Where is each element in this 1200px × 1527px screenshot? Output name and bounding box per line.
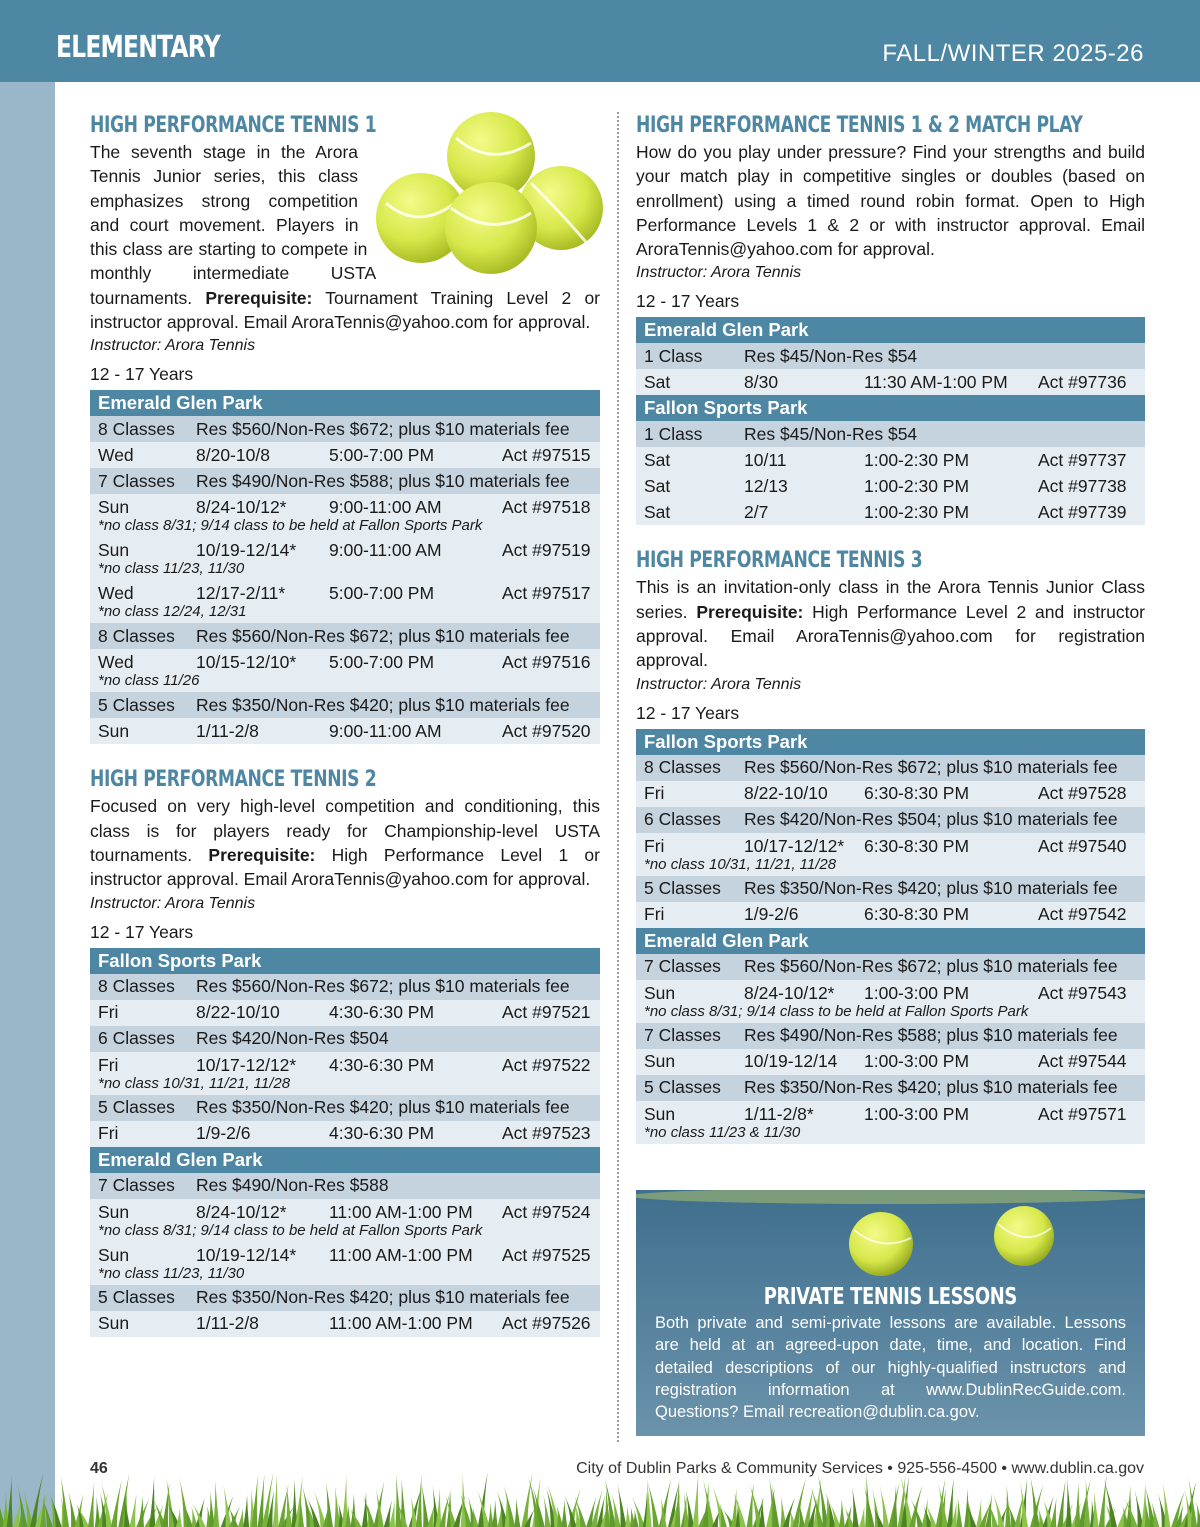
session-dates: 8/22-10/10 [736, 781, 856, 807]
hpt1-instructor: Instructor: Arora Tennis [90, 337, 256, 355]
grass-blade [88, 1483, 94, 1527]
activity-number: Act #97526 [494, 1311, 600, 1337]
fee-text: Res $490/Non-Res $588; plus $10 materials fee [188, 468, 600, 494]
price-row [90, 692, 600, 718]
session-row [636, 833, 1145, 857]
match-play-title: HIGH PERFORMANCE TENNIS 1 & 2 MATCH PLAY [636, 113, 1083, 138]
grass-blade [891, 1484, 897, 1527]
activity-number: Act #97521 [494, 1000, 600, 1026]
right-column [636, 112, 1145, 1144]
session-note-row [636, 1125, 1145, 1144]
session-note-row [90, 561, 600, 580]
price-row [636, 343, 1145, 369]
session-day: Sun [90, 1242, 188, 1266]
left-column [90, 112, 600, 1337]
session-time: 1:00-3:00 PM [856, 980, 1030, 1004]
session-day: Sun [636, 1101, 736, 1125]
session-dates: 10/19-12/14* [188, 1242, 321, 1266]
price-row [636, 1075, 1145, 1101]
session-row [90, 649, 600, 673]
class-count: 7 Classes [90, 1173, 188, 1199]
price-row [636, 421, 1145, 447]
promo-text: Both private and semi-private lessons are available. Lessons are held at an agreed-upon date, time, and location. Find detailed descriptions of our highly-qualified instructors and registration information at www.DublinRecGuide.com. Questions? Email recreation@dublin.ca.gov. [655, 1314, 1126, 1422]
grass-blade [799, 1501, 805, 1527]
price-row [90, 974, 600, 1000]
session-note: *no class 8/31; 9/14 class to be held at Fallon Sports Park [90, 518, 600, 537]
session-day: Fri [90, 1052, 188, 1076]
grass-blade [243, 1495, 249, 1527]
session-row [90, 1121, 600, 1147]
session-time: 6:30-8:30 PM [856, 833, 1030, 857]
activity-number: Act #97520 [494, 718, 600, 744]
fee-text: Res $350/Non-Res $420; plus $10 materials fee [188, 1285, 600, 1311]
session-note-row [636, 1004, 1145, 1023]
session-row [90, 580, 600, 604]
match-play-instructor: Instructor: Arora Tennis [636, 264, 802, 282]
session-time: 11:00 AM-1:00 PM [321, 1199, 494, 1223]
activity-number: Act #97525 [494, 1242, 600, 1266]
fee-text: Res $560/Non-Res $672; plus $10 materials fee [736, 954, 1145, 980]
session-time: 4:30-6:30 PM [321, 1000, 494, 1026]
park-header-row [636, 729, 1145, 755]
hpt3-schedule-body [636, 729, 1145, 1144]
activity-number: Act #97524 [494, 1199, 600, 1223]
session-dates: 12/17-2/11* [188, 580, 321, 604]
session-note-row [90, 673, 600, 692]
park-name: Fallon Sports Park [636, 395, 1145, 421]
park-header-row [90, 1147, 600, 1173]
grass-blade [873, 1506, 884, 1527]
session-note-row [90, 604, 600, 623]
grass-blade [1057, 1480, 1065, 1527]
match-play-ages: 12 - 17 Years [636, 291, 740, 312]
session-note-row [90, 1266, 600, 1285]
fee-text: Res $350/Non-Res $420; plus $10 materials fee [736, 876, 1145, 902]
fee-text: Res $45/Non-Res $54 [736, 343, 1145, 369]
session-time: 11:00 AM-1:00 PM [321, 1242, 494, 1266]
grass-blade [956, 1497, 962, 1527]
hpt1-title: HIGH PERFORMANCE TENNIS 1 [90, 113, 377, 138]
grass-blade [747, 1482, 754, 1527]
activity-number: Act #97523 [494, 1121, 600, 1147]
session-day: Sun [90, 718, 188, 744]
session-dates: 10/11 [736, 447, 856, 473]
grass-blade [176, 1508, 182, 1527]
activity-number: Act #97543 [1030, 980, 1145, 1004]
park-name: Fallon Sports Park [90, 948, 600, 974]
fee-text: Res $420/Non-Res $504; plus $10 materials fee [736, 807, 1145, 833]
class-count: 5 Classes [90, 1095, 188, 1121]
session-row [636, 447, 1145, 473]
session-time: 1:00-2:30 PM [856, 499, 1030, 525]
match-play-schedule-body [636, 317, 1145, 525]
session-dates: 8/24-10/12* [736, 980, 856, 1004]
price-row [90, 1285, 600, 1311]
grass-blade [129, 1494, 136, 1527]
session-note: *no class 11/26 [90, 673, 600, 692]
class-count: 8 Classes [90, 974, 188, 1000]
activity-number: Act #97517 [494, 580, 600, 604]
class-count: 8 Classes [90, 416, 188, 442]
price-row [90, 1026, 600, 1052]
hpt3-instructor: Instructor: Arora Tennis [636, 675, 802, 693]
fee-text: Res $560/Non-Res $672; plus $10 materials fee [188, 974, 600, 1000]
session-row [90, 1199, 600, 1223]
session-dates: 10/15-12/10* [188, 649, 321, 673]
activity-number: Act #97739 [1030, 499, 1145, 525]
session-day: Sun [90, 537, 188, 561]
activity-number: Act #97528 [1030, 781, 1145, 807]
fee-text: Res $490/Non-Res $588; plus $10 materials fee [736, 1023, 1145, 1049]
park-header-row [636, 928, 1145, 954]
session-time: 6:30-8:30 PM [856, 902, 1030, 928]
session-time: 9:00-11:00 AM [321, 718, 494, 744]
grass-blade [1093, 1490, 1099, 1527]
hpt3-description: This is an invitation-only class in the Arora Tennis Junior Class series. Prerequisite: High Performance Level 2 and instructor approval. Email AroraTennis@yahoo.com for registration approval. [636, 577, 1146, 671]
session-dates: 10/19-12/14* [188, 537, 321, 561]
grass-blade [561, 1499, 567, 1527]
grass-blade [492, 1500, 498, 1527]
hpt3-title: HIGH PERFORMANCE TENNIS 3 [636, 548, 923, 574]
grass-blade [40, 1493, 46, 1527]
class-count: 1 Class [636, 421, 736, 447]
session-time: 4:30-6:30 PM [321, 1052, 494, 1076]
session-dates: 12/13 [736, 473, 856, 499]
hpt1-schedule-body [90, 390, 600, 744]
session-row [636, 499, 1145, 525]
season-label: FALL/WINTER 2025-26 [882, 40, 1144, 67]
activity-number: Act #97515 [494, 442, 600, 468]
class-count: 5 Classes [636, 876, 736, 902]
class-count: 5 Classes [90, 1285, 188, 1311]
sidebar-strip [0, 82, 55, 1527]
price-row [636, 954, 1145, 980]
fee-text: Res $350/Non-Res $420; plus $10 materials fee [736, 1075, 1145, 1101]
header-band [0, 0, 1200, 82]
session-note-row [90, 1223, 600, 1242]
session-row [636, 902, 1145, 928]
price-row [636, 1023, 1145, 1049]
grass-blade [416, 1474, 422, 1527]
park-header-row [90, 390, 600, 416]
price-row [636, 755, 1145, 781]
fee-text: Res $490/Non-Res $588 [188, 1173, 600, 1199]
session-note-row [636, 857, 1145, 876]
session-row [90, 494, 600, 518]
price-row [636, 807, 1145, 833]
session-dates: 8/30 [736, 369, 856, 395]
session-row [90, 537, 600, 561]
session-day: Wed [90, 580, 188, 604]
price-row [90, 468, 600, 494]
session-day: Sat [636, 473, 736, 499]
park-name: Emerald Glen Park [90, 1147, 600, 1173]
activity-number: Act #97519 [494, 537, 600, 561]
session-note: *no class 11/23 & 11/30 [636, 1125, 1145, 1144]
session-dates: 10/19-12/14 [736, 1049, 856, 1075]
fee-text: Res $560/Non-Res $672; plus $10 materials fee [736, 755, 1145, 781]
session-day: Fri [636, 902, 736, 928]
session-time: 1:00-2:30 PM [856, 473, 1030, 499]
session-row [636, 1049, 1145, 1075]
fee-text: Res $45/Non-Res $54 [736, 421, 1145, 447]
session-dates: 1/11-2/8 [188, 718, 321, 744]
column-divider [617, 112, 619, 1442]
grass-blade [1005, 1485, 1011, 1527]
grass-blade [625, 1505, 631, 1527]
session-day: Wed [90, 442, 188, 468]
class-count: 8 Classes [636, 755, 736, 781]
class-count: 7 Classes [636, 954, 736, 980]
activity-number: Act #97736 [1030, 369, 1145, 395]
page-number: 46 [90, 1460, 108, 1477]
session-day: Sat [636, 499, 736, 525]
price-row [90, 416, 600, 442]
activity-number: Act #97542 [1030, 902, 1145, 928]
session-time: 1:00-3:00 PM [856, 1101, 1030, 1125]
class-count: 5 Classes [636, 1075, 736, 1101]
session-day: Sun [636, 980, 736, 1004]
session-row [90, 1311, 600, 1337]
session-dates: 1/11-2/8 [188, 1311, 321, 1337]
hpt1-schedule-table [90, 390, 600, 744]
grass-blade [693, 1472, 699, 1527]
park-header-row [90, 948, 600, 974]
fee-text: Res $560/Non-Res $672; plus $10 materials fee [188, 623, 600, 649]
session-day: Sat [636, 447, 736, 473]
section-label: ELEMENTARY [56, 30, 220, 65]
session-row [90, 442, 600, 468]
session-note: *no class 10/31, 11/21, 11/28 [90, 1076, 600, 1095]
session-day: Sun [90, 1311, 188, 1337]
grass-blade [947, 1478, 954, 1527]
class-count: 7 Classes [636, 1023, 736, 1049]
hpt1-description: The seventh stage in the Arora Tennis Junior series, this class emphasizes strong competition and court movement. Players in this class are starting to compete in monthly intermediate USTA tournaments. Prerequisite: Tournament Training Level 2 or instructor approval. Email AroraTennis@yahoo.com for approval. [90, 142, 601, 333]
session-time: 5:00-7:00 PM [321, 649, 494, 673]
park-name: Emerald Glen Park [636, 317, 1145, 343]
session-day: Sun [636, 1049, 736, 1075]
grass-blade [1196, 1502, 1200, 1527]
fee-text: Res $560/Non-Res $672; plus $10 materials fee [188, 416, 600, 442]
session-day: Sun [90, 1199, 188, 1223]
hpt2-instructor: Instructor: Arora Tennis [90, 894, 256, 912]
activity-number: Act #97738 [1030, 473, 1145, 499]
activity-number: Act #97571 [1030, 1101, 1145, 1125]
session-dates: 10/17-12/12* [188, 1052, 321, 1076]
activity-number: Act #97516 [494, 649, 600, 673]
grass-blade [879, 1484, 889, 1527]
grass-blade [286, 1484, 292, 1527]
park-name: Emerald Glen Park [636, 928, 1145, 954]
grass-blade [1099, 1473, 1107, 1527]
session-time: 6:30-8:30 PM [856, 781, 1030, 807]
grass-blade [1066, 1479, 1072, 1527]
class-count: 6 Classes [90, 1026, 188, 1052]
session-time: 1:00-3:00 PM [856, 1049, 1030, 1075]
session-row [636, 781, 1145, 807]
price-row [90, 623, 600, 649]
grass-blade [514, 1497, 520, 1527]
session-dates: 1/9-2/6 [736, 902, 856, 928]
session-time: 9:00-11:00 AM [321, 494, 494, 518]
price-row [90, 1173, 600, 1199]
session-time: 4:30-6:30 PM [321, 1121, 494, 1147]
activity-number: Act #97540 [1030, 833, 1145, 857]
session-row [90, 1000, 600, 1026]
session-day: Wed [90, 649, 188, 673]
grass-blade [68, 1491, 77, 1527]
session-note-row [90, 1076, 600, 1095]
session-note: *no class 10/31, 11/21, 11/28 [636, 857, 1145, 876]
price-row [90, 1095, 600, 1121]
session-dates: 8/22-10/10 [188, 1000, 321, 1026]
session-note-row [90, 518, 600, 537]
session-day: Sat [636, 369, 736, 395]
session-time: 9:00-11:00 AM [321, 537, 494, 561]
grass-blade [731, 1488, 737, 1527]
grass-blade [213, 1480, 219, 1527]
grass-blade [793, 1478, 807, 1527]
session-note: *no class 8/31; 9/14 class to be held at Fallon Sports Park [90, 1223, 600, 1242]
session-time: 5:00-7:00 PM [321, 580, 494, 604]
fee-text: Res $350/Non-Res $420; plus $10 materials fee [188, 1095, 600, 1121]
grass-blade [421, 1482, 429, 1527]
promo-title: PRIVATE TENNIS LESSONS [763, 1284, 1018, 1310]
match-play-schedule-table [636, 317, 1145, 525]
grass-footer-image [0, 1470, 1200, 1527]
grass-blade [395, 1473, 401, 1527]
grass-blade [1074, 1482, 1080, 1527]
hpt2-schedule-body [90, 948, 600, 1337]
session-day: Sun [90, 494, 188, 518]
session-dates: 8/24-10/12* [188, 1199, 321, 1223]
private-lessons-box [636, 1190, 1145, 1436]
grass-blade [238, 1508, 244, 1527]
hpt3-ages: 12 - 17 Years [636, 702, 740, 723]
footer-contact: City of Dublin Parks & Community Services • 925-556-4500 • www.dublin.ca.gov [576, 1460, 1144, 1477]
session-day: Fri [636, 833, 736, 857]
session-dates: 8/20-10/8 [188, 442, 321, 468]
session-row [90, 1242, 600, 1266]
activity-number: Act #97737 [1030, 447, 1145, 473]
session-time: 11:00 AM-1:00 PM [321, 1311, 494, 1337]
hpt2-description: Focused on very high-level competition and conditioning, this class is for players ready for Championship-level USTA tournaments. Prerequisite: High Performance Level 1 or instructor approval. Email AroraTennis@yahoo.com for approval. [90, 796, 600, 890]
class-count: 5 Classes [90, 692, 188, 718]
activity-number: Act #97522 [494, 1052, 600, 1076]
park-name: Emerald Glen Park [90, 390, 600, 416]
grass-blade [273, 1474, 279, 1527]
session-dates: 8/24-10/12* [188, 494, 321, 518]
class-count: 7 Classes [90, 468, 188, 494]
session-note: *no class 11/23, 11/30 [90, 561, 600, 580]
activity-number: Act #97518 [494, 494, 600, 518]
session-time: 1:00-2:30 PM [856, 447, 1030, 473]
class-count: 1 Class [636, 343, 736, 369]
hpt2-schedule-table [90, 948, 600, 1337]
session-day: Fri [90, 1000, 188, 1026]
session-dates: 2/7 [736, 499, 856, 525]
hpt3-schedule-table [636, 729, 1145, 1144]
activity-number: Act #97544 [1030, 1049, 1145, 1075]
session-dates: 1/9-2/6 [188, 1121, 321, 1147]
session-dates: 1/11-2/8* [736, 1101, 856, 1125]
fee-text: Res $420/Non-Res $504 [188, 1026, 600, 1052]
session-day: Fri [90, 1121, 188, 1147]
grass-blade [859, 1506, 865, 1527]
match-play-description: How do you play under pressure? Find your strengths and build your match play in competitive singles or doubles (based on enrollment) using a timed round robin format. Open to High Performance Levels 1 & 2 or with instructor approval. Email AroraTennis@yahoo.com for approval. [636, 142, 1145, 260]
grass-blade [435, 1488, 441, 1527]
session-day: Fri [636, 781, 736, 807]
session-row [636, 369, 1145, 395]
session-row [90, 718, 600, 744]
grass-blade [839, 1499, 845, 1527]
price-row [636, 876, 1145, 902]
park-name: Fallon Sports Park [636, 729, 1145, 755]
session-row [636, 473, 1145, 499]
session-note: *no class 11/23, 11/30 [90, 1266, 600, 1285]
park-header-row [636, 317, 1145, 343]
class-count: 8 Classes [90, 623, 188, 649]
session-note: *no class 8/31; 9/14 class to be held at Fallon Sports Park [636, 1004, 1145, 1023]
session-row [636, 1101, 1145, 1125]
session-row [90, 1052, 600, 1076]
hpt2-ages: 12 - 17 Years [90, 921, 194, 942]
class-count: 6 Classes [636, 807, 736, 833]
hpt1-ages: 12 - 17 Years [90, 364, 194, 385]
park-header-row [636, 395, 1145, 421]
fee-text: Res $350/Non-Res $420; plus $10 materials fee [188, 692, 600, 718]
session-time: 5:00-7:00 PM [321, 442, 494, 468]
session-note: *no class 12/24, 12/31 [90, 604, 600, 623]
hpt2-title: HIGH PERFORMANCE TENNIS 2 [90, 767, 377, 793]
grass-blade [257, 1475, 264, 1527]
grass-blade [852, 1487, 859, 1527]
session-time: 11:30 AM-1:00 PM [856, 369, 1030, 395]
session-row [636, 980, 1145, 1004]
session-dates: 10/17-12/12* [736, 833, 856, 857]
